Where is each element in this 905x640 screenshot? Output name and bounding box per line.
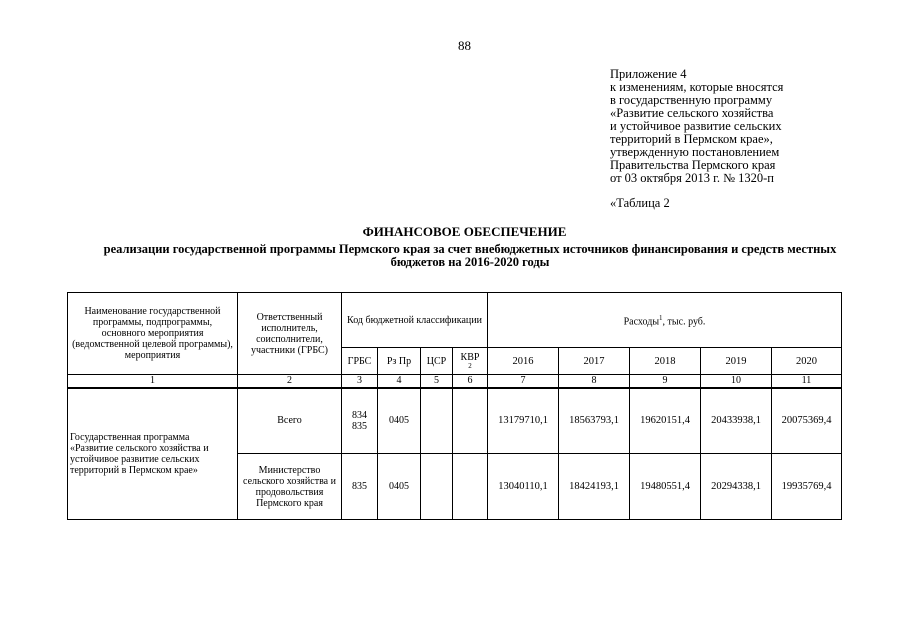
header-csr: ЦСР	[421, 348, 453, 375]
header-kvr	[453, 348, 488, 375]
row-grbs: 835	[342, 454, 378, 520]
appendix-block	[610, 68, 870, 185]
row-value-2017: 18563793,1	[559, 388, 630, 454]
header-grbs: ГРБС	[342, 348, 378, 375]
header-year: 2019	[701, 348, 772, 375]
appendix-line: в государственную программу	[610, 93, 773, 107]
financing-table	[67, 292, 842, 520]
column-number: 1	[68, 375, 238, 388]
row-value-2019: 20294338,1	[701, 454, 772, 520]
row-value-2016: 13040110,1	[488, 454, 559, 520]
row-value-2019: 20433938,1	[701, 388, 772, 454]
column-number: 11	[772, 375, 842, 388]
row-rzpr: 0405	[378, 388, 421, 454]
document-subtitle: реализации государственной программы Пермского края за счет внебюджетных источников финансирования и средств местных бюджетов на 2016-2020 годы	[103, 242, 837, 269]
column-number: 6	[453, 375, 488, 388]
header-budget-code: Код бюджетной классификации	[342, 293, 488, 348]
column-number: 10	[701, 375, 772, 388]
column-number: 3	[342, 375, 378, 388]
header-name: Наименование государственной программы, подпрограммы, основного мероприятия (ведомственной целевой программы), мероприятия	[68, 293, 238, 375]
row-executor: Всего	[238, 388, 342, 454]
document-title: ФИНАНСОВОЕ ОБЕСПЕЧЕНИЕ	[362, 224, 567, 239]
row-value-2020: 20075369,4	[772, 388, 842, 454]
header-year: 2017	[559, 348, 630, 375]
column-number: 9	[630, 375, 701, 388]
header-rzpr: Рз Пр	[378, 348, 421, 375]
header-expenses-unit: , тыс. руб.	[662, 316, 706, 328]
row-csr	[421, 388, 453, 454]
appendix-line: территорий в Пермском крае»,	[610, 132, 773, 146]
footnote-1-marker: 1	[659, 313, 663, 322]
appendix-line: к изменениям, которые вносятся	[610, 80, 784, 94]
row-value-2017: 18424193,1	[559, 454, 630, 520]
column-number: 7	[488, 375, 559, 388]
row-value-2016: 13179710,1	[488, 388, 559, 454]
row-kvr	[453, 454, 488, 520]
appendix-line: и устойчивое развитие сельских	[610, 119, 782, 133]
appendix-line: Правительства Пермского края	[610, 158, 776, 172]
page-number: 88	[458, 38, 471, 53]
row-grbs: 834 835	[342, 388, 378, 454]
header-year: 2016	[488, 348, 559, 375]
table-reference: «Таблица 2	[610, 196, 670, 210]
row-kvr	[453, 388, 488, 454]
row-value-2020: 19935769,4	[772, 454, 842, 520]
column-number: 4	[378, 375, 421, 388]
header-executor: Ответственный исполнитель, соисполнители, участники (ГРБС)	[238, 293, 342, 375]
header-expenses-label: Расходы	[623, 316, 660, 328]
row-value-2018: 19480551,4	[630, 454, 701, 520]
column-number: 5	[421, 375, 453, 388]
header-kvr-label: КВР	[460, 352, 480, 363]
column-number: 8	[559, 375, 630, 388]
program-name: Государственная программа «Развитие сельского хозяйства и устойчивое развитие сельских территорий в Пермском крае»	[68, 388, 238, 520]
table-row	[68, 388, 842, 454]
appendix-line: Приложение 4	[610, 67, 687, 81]
header-year: 2018	[630, 348, 701, 375]
appendix-line: утвержденную постановлением	[610, 145, 780, 159]
row-executor: Министерство сельского хозяйства и продовольствия Пермского края	[238, 454, 342, 520]
header-year: 2020	[772, 348, 842, 375]
appendix-line: «Развитие сельского хозяйства	[610, 106, 774, 120]
row-rzpr: 0405	[378, 454, 421, 520]
row-value-2018: 19620151,4	[630, 388, 701, 454]
appendix-line: от 03 октября 2013 г. № 1320-п	[610, 171, 774, 185]
row-csr	[421, 454, 453, 520]
footnote-2-marker: 2	[468, 362, 472, 370]
column-number: 2	[238, 375, 342, 388]
header-expenses	[488, 293, 842, 348]
